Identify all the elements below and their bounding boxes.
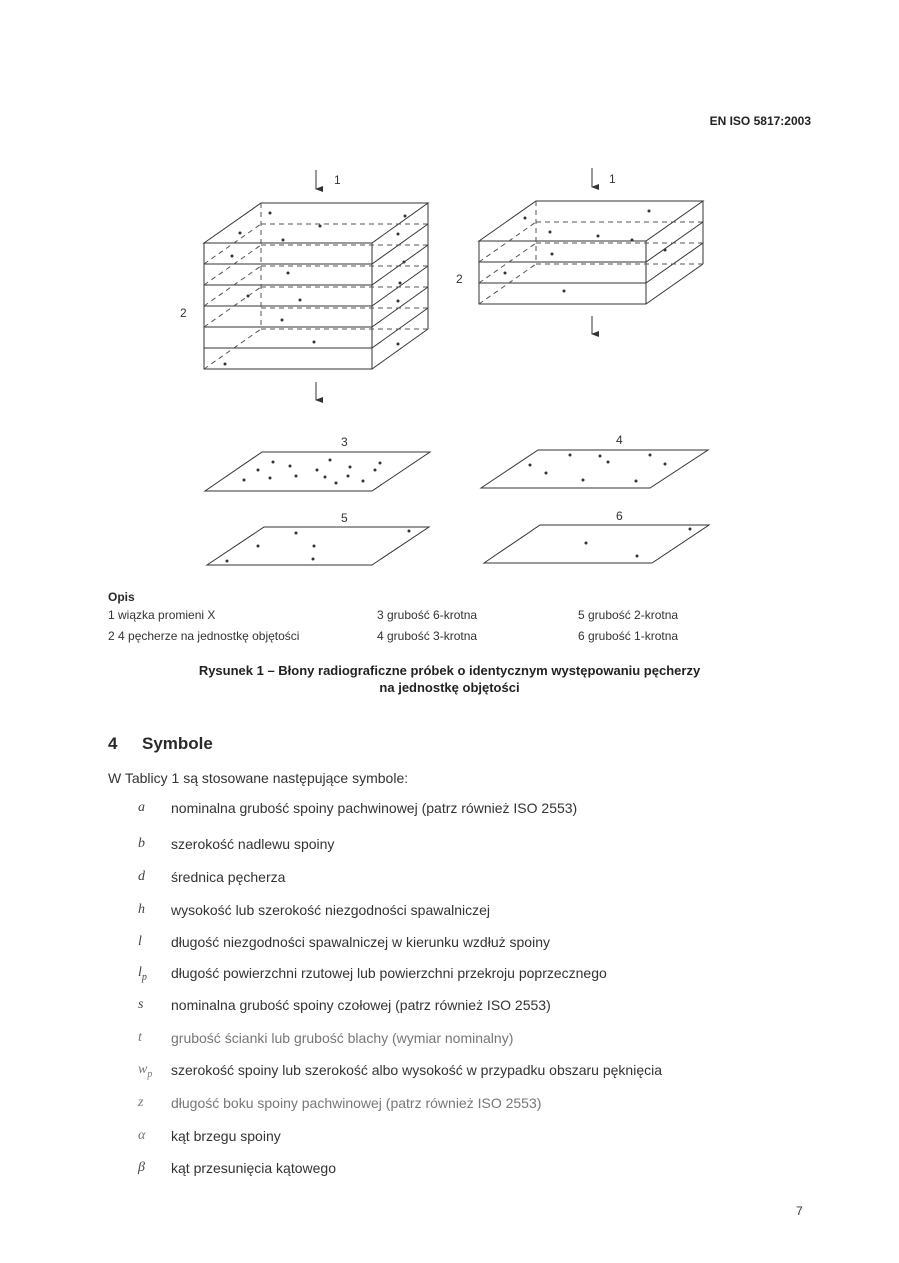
film-6 xyxy=(484,525,709,563)
symbol-definition: średnica pęcherza xyxy=(171,869,286,885)
symbol-definition: szerokość spoiny lub szerokość albo wysokość w przypadku obszaru pęknięcia xyxy=(171,1062,663,1078)
right-specimen-stack xyxy=(479,201,703,304)
left-specimen-stack xyxy=(204,203,428,369)
label-1-right: 1 xyxy=(609,172,616,186)
legend-title: Opis xyxy=(108,590,135,604)
section-intro: W Tablicy 1 są stosowane następujące symbole: xyxy=(108,770,409,786)
symbol-definition: szerokość nadlewu spoiny xyxy=(171,836,335,852)
page-number: 7 xyxy=(796,1204,803,1218)
symbol-definition: długość powierzchni rzutowej lub powierzchni przekroju poprzecznego xyxy=(171,965,607,981)
symbol: d xyxy=(138,869,145,884)
legend-item: 6 grubość 1-krotna xyxy=(578,629,679,643)
label-2-left: 2 xyxy=(180,306,187,320)
legend-item: 4 grubość 3-krotna xyxy=(377,629,478,643)
symbol-definition: wysokość lub szerokość niezgodności spawalniczej xyxy=(171,902,491,918)
symbol: α xyxy=(138,1128,146,1143)
symbol: l xyxy=(138,934,142,949)
film-5 xyxy=(207,527,429,565)
symbol: z xyxy=(138,1095,144,1110)
label-5: 5 xyxy=(341,511,348,525)
legend-item: 2 4 pęcherze na jednostkę objętości xyxy=(108,629,300,643)
symbol-definition: nominalna grubość spoiny pachwinowej (patrz również ISO 2553) xyxy=(171,800,578,816)
symbol: s xyxy=(138,997,144,1012)
symbol: $l_p$ xyxy=(138,965,147,983)
label-2-right: 2 xyxy=(456,272,463,286)
symbol-definition: nominalna grubość spoiny czołowej (patrz również ISO 2553) xyxy=(171,997,551,1013)
symbol: h xyxy=(138,902,145,917)
symbol: β xyxy=(138,1160,145,1175)
caption-line-2: na jednostkę objętości xyxy=(379,680,520,695)
symbol-definition: kąt brzegu spoiny xyxy=(171,1128,281,1144)
symbol: b xyxy=(138,836,145,851)
caption-line-1: Rysunek 1 – Błony radiograficzne próbek o identycznym występowaniu pęcherzy xyxy=(198,663,701,678)
legend-item: 1 wiązka promieni X xyxy=(108,608,216,622)
film-4 xyxy=(481,450,708,488)
figure-caption xyxy=(0,662,899,696)
label-3: 3 xyxy=(341,435,348,449)
label-6: 6 xyxy=(616,509,623,523)
label-1-left: 1 xyxy=(334,173,341,187)
figure-radiographic-films xyxy=(0,0,899,600)
symbol-definition: długość boku spoiny pachwinowej (patrz również ISO 2553) xyxy=(171,1095,542,1111)
symbol-definition: kąt przesunięcia kątowego xyxy=(171,1160,336,1176)
label-4: 4 xyxy=(616,433,623,447)
legend-item: 3 grubość 6-krotna xyxy=(377,608,478,622)
film-3 xyxy=(205,452,430,491)
symbol: $w_p$ xyxy=(138,1062,153,1080)
section-title: Symbole xyxy=(142,734,213,753)
symbol-definition: długość niezgodności spawalniczej w kierunku wzdłuż spoiny xyxy=(171,934,550,950)
legend-item: 5 grubość 2-krotna xyxy=(578,608,679,622)
section-number: 4 xyxy=(108,734,118,753)
symbol: t xyxy=(138,1030,142,1045)
document-header: EN ISO 5817:2003 xyxy=(709,114,811,128)
symbol-definition: grubość ścianki lub grubość blachy (wymiar nominalny) xyxy=(171,1030,514,1046)
symbol: a xyxy=(138,800,145,815)
